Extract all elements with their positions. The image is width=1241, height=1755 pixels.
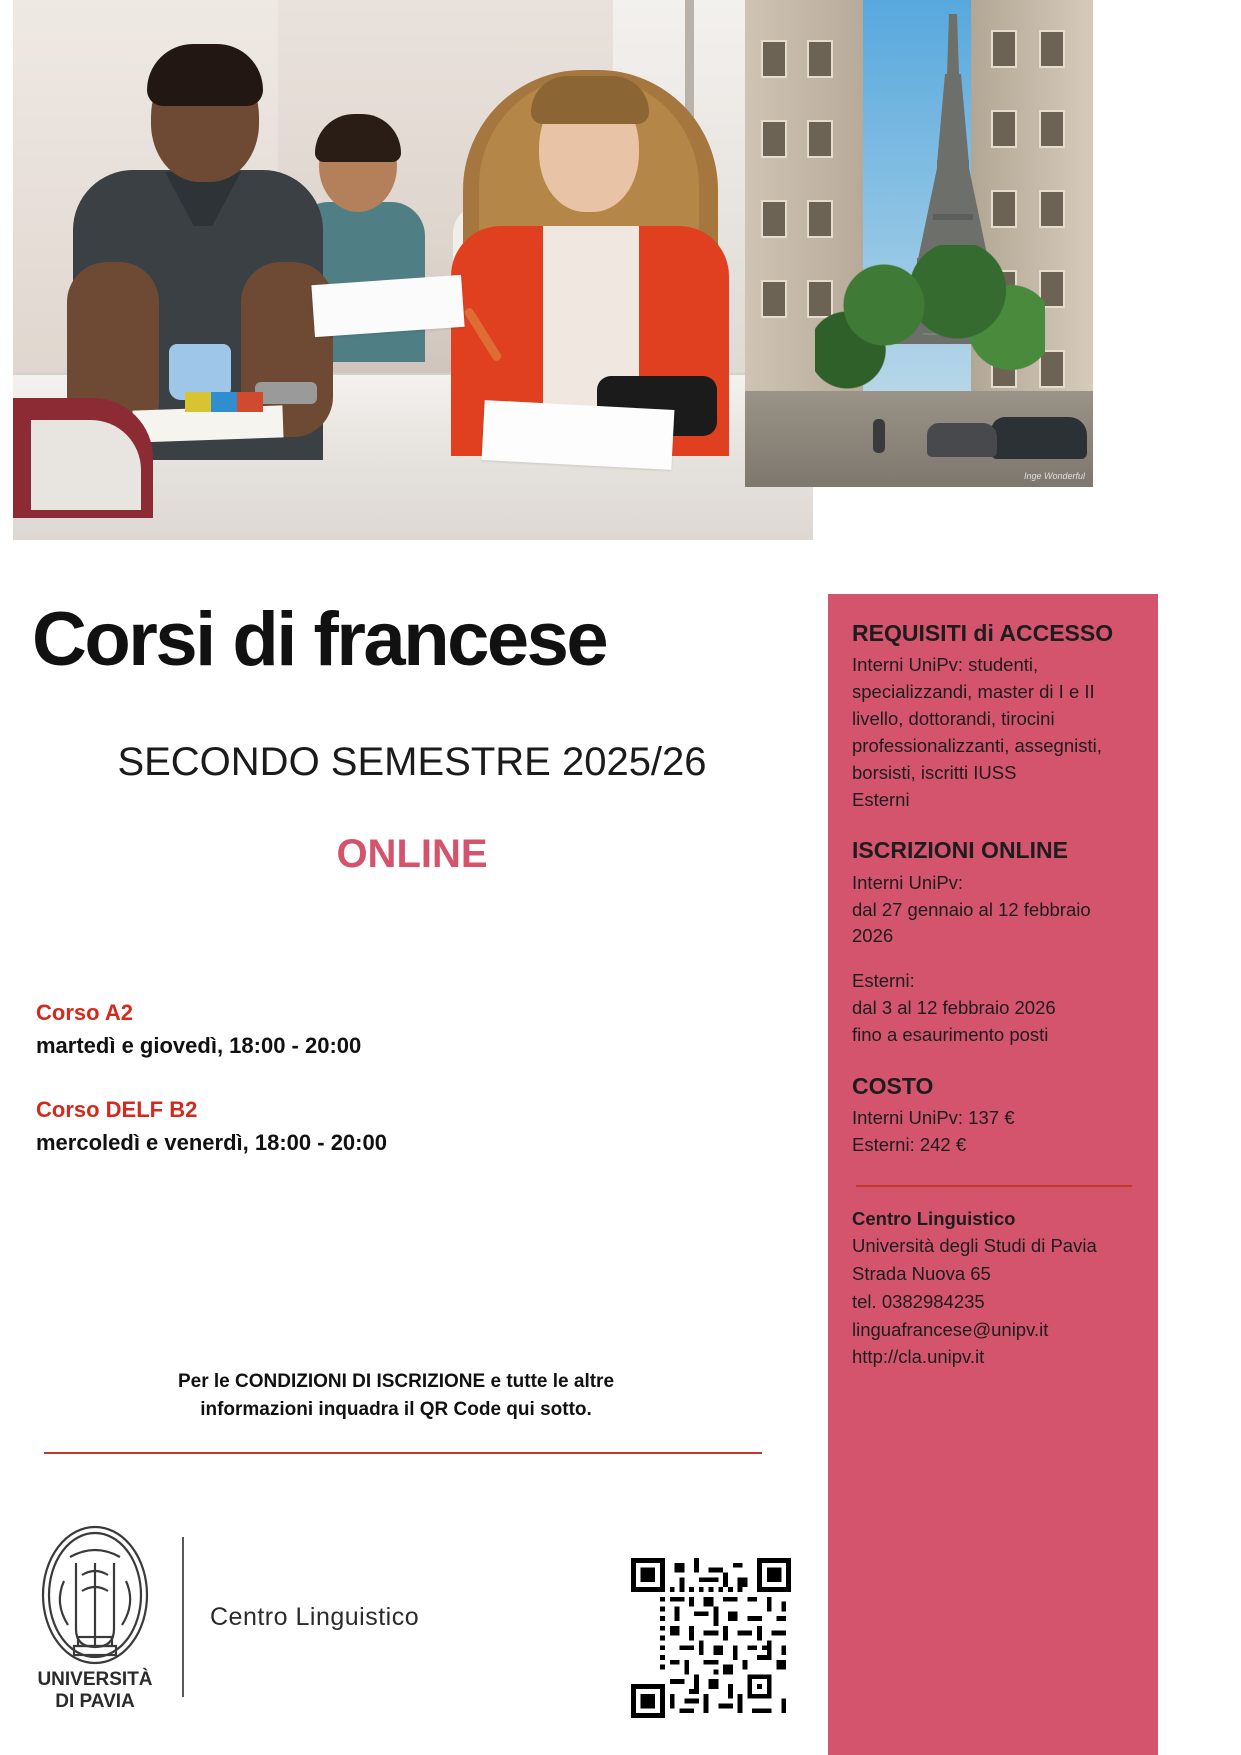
logo-divider [182, 1537, 184, 1697]
course-name: Corso DELF B2 [36, 1097, 198, 1122]
classroom-photo [13, 0, 813, 540]
divider [44, 1452, 762, 1454]
registration-external-dates: dal 3 al 12 febbraio 2026 [852, 997, 1056, 1018]
registration-external-note: fino a esaurimento posti [852, 1023, 1049, 1045]
registration-internal-label: Interni UniPv: [852, 871, 964, 893]
paris-photo [745, 0, 1093, 487]
contact-email[interactable]: linguafrancese@unipv.it [852, 1318, 1049, 1340]
contact-website[interactable]: http://cla.unipv.it [852, 1346, 985, 1368]
contact-name: Centro Linguistico [852, 1207, 1016, 1229]
requirements-external: Esterni [852, 788, 910, 810]
cost-internal: Interni UniPv: 137 € [852, 1107, 1015, 1129]
info-panel [828, 594, 1158, 1755]
course-name: Corso A2 [36, 1000, 133, 1025]
color-swatch [211, 392, 237, 412]
contact-block [852, 1205, 1136, 1372]
paper-sheet [311, 275, 464, 337]
registration-external-label: Esterni: [852, 970, 915, 992]
foreground-woman [443, 46, 733, 456]
qr-code[interactable] [631, 1558, 791, 1718]
qr-instruction-line1: Per le CONDIZIONI DI ISCRIZIONE e tutte le altre [177, 1371, 615, 1392]
crest-line-1: UNIVERSITÀ [37, 1669, 153, 1690]
photo-credit: Inge Wonderful [1023, 471, 1085, 481]
registration-heading: ISCRIZIONI ONLINE [852, 837, 1068, 864]
course-schedule: martedì e giovedì, 18:00 - 20:00 [36, 1033, 362, 1058]
requirements-text: Interni UniPv: studenti, specializzandi, master di I e II livello, dottorandi, tirocini professionalizzanti, assegnisti, borsisti, iscritti IUSS [852, 654, 1102, 783]
poster-subtitle: SECONDO SEMESTRE 2025/26 [117, 740, 707, 784]
header-images [0, 0, 1241, 545]
course-schedule: mercoledì e venerdì, 18:00 - 20:00 [36, 1130, 387, 1155]
requirements-heading: REQUISITI di ACCESSO [852, 620, 1114, 646]
contact-phone: tel. 0382984235 [852, 1290, 985, 1312]
contact-university: Università degli Studi di Pavia [852, 1235, 1097, 1257]
registration-internal-dates: dal 27 gennaio al 12 febbraio 2026 [852, 898, 1091, 947]
qr-instruction-line2: informazioni inquadra il QR Code qui sotto. [200, 1398, 592, 1420]
centre-label: Centro Linguistico [210, 1602, 420, 1631]
parked-car [991, 417, 1087, 459]
page-title: Corsi di francese [32, 597, 607, 682]
crest-line-2: DI PAVIA [55, 1691, 135, 1712]
panel-divider [856, 1185, 1132, 1187]
cost-heading: COSTO [852, 1072, 934, 1099]
parked-car [927, 423, 997, 457]
cost-external: Esterni: 242 € [852, 1133, 967, 1155]
trees [815, 245, 1045, 395]
poster-mode: ONLINE [336, 832, 488, 876]
university-crest-icon [30, 1517, 160, 1717]
color-swatch [185, 392, 211, 412]
color-swatch [237, 392, 263, 412]
footer-logo [30, 1512, 520, 1722]
course-list [36, 1000, 736, 1194]
paper-sheet [482, 400, 675, 470]
pedestrian [873, 419, 885, 453]
contact-address: Strada Nuova 65 [852, 1263, 991, 1285]
bag-strap-inner [31, 420, 141, 510]
qr-instruction [40, 1368, 752, 1423]
